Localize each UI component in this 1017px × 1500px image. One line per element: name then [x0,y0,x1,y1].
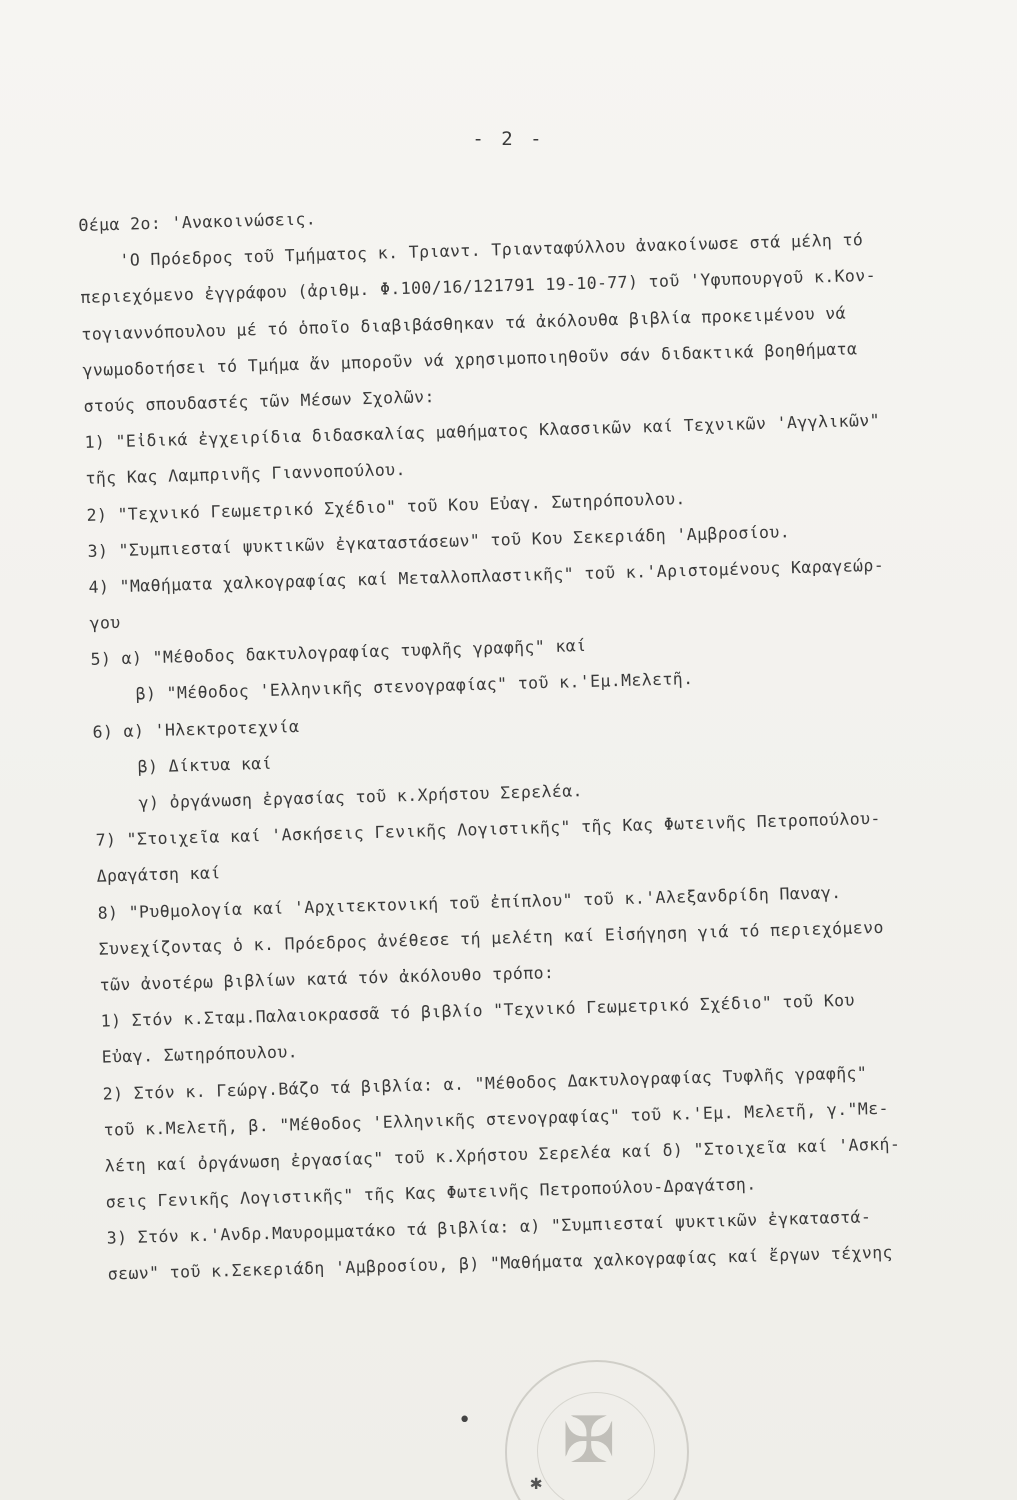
list-item: 2) "Τεχνικό Γεωμετρικό Σχέδιο" τοῦ Κου Εὐαγ. Σωτηρόπουλου. [86,488,686,525]
text-line: λέτη καί ὀργάνωση ἐργασίας" τοῦ κ.Χρήστου Σερελέα καί δ) "Στοιχεῖα καί 'Ασκή- [104,1134,901,1176]
text-line: τῆς Κας Λαμπρινῆς Γιαννοπούλου. [85,460,407,489]
list-item: 3) "Συμπιεσταί ψυκτικῶν ἐγκαταστάσεων" τοῦ Κου Σεκεριάδη 'Αμβροσίου. [87,521,791,561]
text-line: Δραγάτση καί [96,863,221,887]
text-line: τοῦ κ.Μελετῆ, β. "Μέθοδος 'Ελληνικῆς στενογραφίας" τοῦ κ.'Εμ. Μελετῆ, γ."Με- [103,1098,890,1140]
text-line: γου [89,613,121,633]
list-subitem: β) "Μέθοδος 'Ελληνικῆς στενογραφίας" τοῦ κ.'Εμ.Μελετῆ. [135,669,694,705]
text-line: σεων" τοῦ κ.Σεκεριάδη 'Αμβροσίου, β) "Μαθήματα χαλκογραφίας καί ἔργων τέχνης [107,1243,894,1285]
list-item: 6) α) 'Ηλεκτροτεχνία [92,716,300,742]
list-subitem: β) Δίκτυα καί [137,753,273,777]
text-line-heading: Θέμα 2ο: 'Ανακοινώσεις. [78,209,317,235]
list-item: 5) α) "Μέθοδος δακτυλογραφίας τυφλῆς γραφῆς" καί [90,636,587,670]
text-line: τογιαννόπουλου μέ τό ὁποῖο διαβιβάσθηκαν τά ἀκόλουθα βιβλία προκειμένου νά [81,303,847,344]
text-line: Εὐαγ. Σωτηρόπουλου. [101,1042,299,1067]
list-item: 8) "Ρυθμολογία καί 'Αρχιτεκτονική τοῦ ἐπίπλου" τοῦ κ.'Αλεξανδρίδη Παναγ. [97,882,842,923]
text-line: Συνεχίζοντας ὁ κ. Πρόεδρος ἀνέθεσε τή μελέτη καί Εἰσήγηση γιά τό περιεχόμενο [98,917,885,959]
page-number: - 2 - [472,128,545,150]
ink-mark-icon: • [458,1408,472,1433]
list-item: 7) "Στοιχεῖα καί 'Ασκήσεις Γενικῆς Λογιστικῆς" τῆς Κας Φωτεινῆς Πετροπούλου- [95,809,881,850]
list-item: 1) "Εἰδικά ἐγχειρίδια διδασκαλίας μαθήματος Κλασσικῶν καί Τεχνικῶν 'Αγγλικῶν" [84,410,881,453]
text-line: τῶν ἀνοτέρω βιβλίων κατά τόν ἀκόλουθο τρόπο: [99,962,555,995]
asterisk-icon: ✱ [530,1470,543,1494]
emblem-icon: ✠ [562,1404,616,1478]
text-line: σεις Γενικῆς Λογιστικῆς" τῆς Κας Φωτεινῆς Πετροπούλου-Δραγάτση. [105,1174,757,1212]
list-item: 2) Στόν κ. Γεώργ.Βάζο τά βιβλία: α. "Μέθοδος Δακτυλογραφίας Τυφλῆς γραφῆς" [102,1062,868,1104]
list-item: 3) Στόν κ.'Ανδρ.Μαυρομματάκο τά βιβλία: α) "Συμπιεσταί ψυκτικῶν ἐγκαταστά- [106,1207,872,1248]
list-item: 1) Στόν κ.Σταμ.Παλαιοκρασσᾶ τό βιβλίο "Τεχνικό Γεωμετρικό Σχέδιο" τοῦ Κου [100,990,856,1031]
list-item: 4) "Μαθήματα χαλκογραφίας καί Μεταλλοπλαστικῆς" τοῦ κ.'Αριστομένους Καραγεώρ- [88,555,885,597]
text-line: 'Ο Πρόεδρος τοῦ Τμήματος κ. Τριαντ. Τριανταφύλλου ἀνακοίνωσε στά μέλη τό [119,230,864,271]
list-subitem: γ) ὀργάνωση ἐργασίας τοῦ κ.Χρήστου Σερελέα. [138,781,584,813]
text-line: στούς σπουδαστές τῶν Μέσων Σχολῶν: [83,387,436,416]
text-line: γνωμοδοτήσει τό Τμήμα ἄν μποροῦν νά χρησιμοποιηθοῦν σάν διδακτικά βοηθήματα [82,339,858,380]
document-body [78,183,1008,1293]
text-line: περιεχόμενο ἐγγράφου (ἀριθμ. Φ.100/16/121791 19-10-77) τοῦ 'Υφυπουργοῦ κ.Κον- [80,266,877,308]
